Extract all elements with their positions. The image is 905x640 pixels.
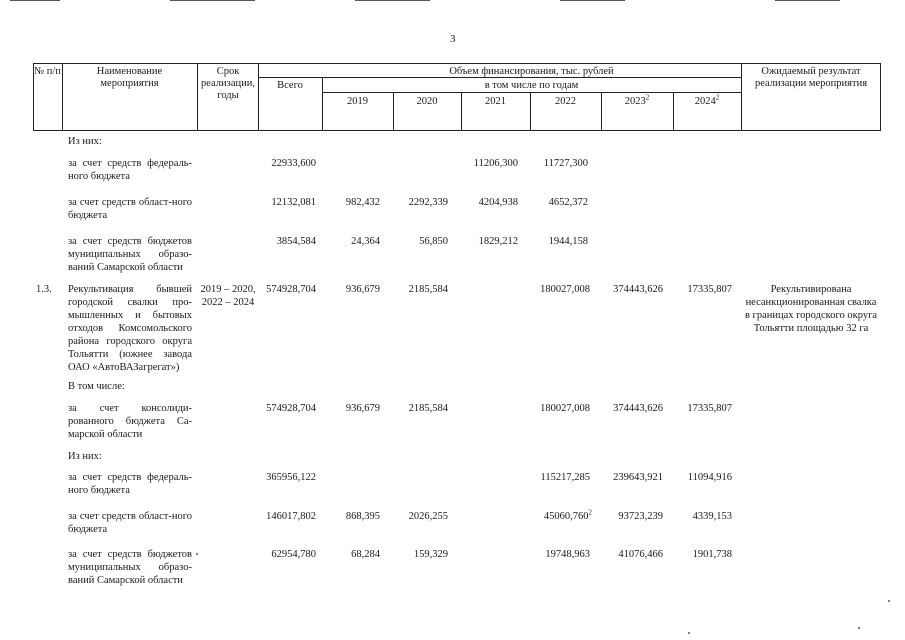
item-expected-result: Рекультивирована несанкционированная свалка в границах городского округа Тольятти площадью 32 га [744, 284, 878, 334]
cell-2022: 115217,285 [540, 472, 590, 483]
label-iz-nih: Из них: [68, 451, 102, 462]
cell-2022: 180027,008 [540, 403, 590, 414]
header-total: Всего [277, 80, 303, 91]
scan-artifact-line [775, 0, 840, 1]
scan-artifact-line [10, 0, 60, 1]
scan-speck [858, 627, 860, 629]
scan-speck [888, 600, 890, 602]
row-label-regional: за счет средств област-ного бюджета [68, 197, 192, 221]
cell-2023: 93723,239 [618, 511, 663, 522]
cell-2022: 1944,158 [548, 236, 588, 247]
cell-2019: 936,679 [345, 284, 380, 295]
cell-2019: 24,364 [351, 236, 380, 247]
cell-total: 62954,780 [271, 549, 316, 560]
cell-total: 12132,081 [271, 197, 316, 208]
cell-total: 365956,122 [266, 472, 316, 483]
label-iz-nih: Из них: [68, 136, 102, 147]
cell-2022: 45060,760$^2$ [543, 508, 592, 522]
header-incl-years: в том числе по годам [484, 80, 579, 91]
scan-artifact-line [560, 0, 625, 1]
header-funding: Объем финансирования, тыс. рублей [449, 66, 614, 77]
cell-2022: 180027,008 [540, 284, 590, 295]
header-year-2019: 2019 [347, 96, 368, 107]
cell-2024: 17335,807 [687, 403, 732, 414]
cell-2019: 868,395 [345, 511, 380, 522]
cell-total: 146017,802 [266, 511, 316, 522]
cell-2024: 4339,153 [692, 511, 732, 522]
cell-2019: 68,284 [351, 549, 380, 560]
cell-2019: 936,679 [345, 403, 380, 414]
header-result: Ожидаемый результат реализации мероприятия [754, 66, 868, 89]
cell-total: 574928,704 [266, 403, 316, 414]
row-label-consolidated: за счет консолиди-рованного бюджета Са-марской области [68, 403, 192, 440]
header-year-2023: 2023$^2$ [624, 93, 650, 107]
cell-total: 22933,600 [271, 158, 316, 169]
cell-2019: 982,432 [345, 197, 380, 208]
header-period: Срок реализации, годы [201, 66, 255, 101]
cell-2022: 19748,963 [545, 549, 590, 560]
label-v-tom-chisle: В том числе: [68, 381, 125, 392]
cell-2020: 2185,584 [408, 284, 448, 295]
header-year-2022: 2022 [555, 96, 576, 107]
header-year-2024: 2024$^2$ [694, 93, 720, 107]
cell-2023: 374443,626 [613, 403, 663, 414]
footnote-mark: 2 [588, 508, 592, 517]
cell-2020: 159,329 [413, 549, 448, 560]
header-year-2020: 2020 [416, 96, 438, 107]
row-label-municipal: за счет средств бюджетов муниципальных образо-ваний Самарской области [68, 549, 192, 586]
cell-2022: 11727,300 [543, 158, 588, 169]
row-label-federal: за счет средств федераль-ного бюджета [68, 472, 192, 496]
item-period: 2019 – 2020, 2022 – 2024 [200, 284, 256, 308]
cell-2020: 2292,339 [408, 197, 448, 208]
cell-2021: 4204,938 [478, 197, 518, 208]
cell-2023: 239643,921 [613, 472, 663, 483]
footnote-mark: 2 [645, 93, 650, 102]
header-year-2021: 2021 [485, 96, 506, 107]
cell-2020: 2026,255 [408, 511, 448, 522]
page-number: 3 [450, 33, 456, 45]
item-number: 1.3. [36, 284, 52, 295]
scan-speck [196, 553, 198, 555]
scan-speck [688, 632, 690, 634]
cell-total: 574928,704 [266, 284, 316, 295]
header-num: № п/п [34, 66, 61, 77]
cell-2023: 374443,626 [613, 284, 663, 295]
cell-2024: 11094,916 [687, 472, 732, 483]
footnote-mark: 2 [715, 93, 720, 102]
cell-total: 3854,584 [276, 236, 316, 247]
row-label-regional: за счет средств област-ного бюджета [68, 511, 192, 535]
cell-2024: 17335,807 [687, 284, 732, 295]
header-name: Наименование мероприятия [96, 66, 163, 89]
cell-2020: 56,850 [419, 236, 448, 247]
cell-2022: 4652,372 [548, 197, 588, 208]
cell-2021: 1829,212 [478, 236, 518, 247]
cell-2023: 41076,466 [618, 549, 663, 560]
row-label-federal: за счет средств федераль-ного бюджета [68, 158, 192, 182]
scan-artifact-line [170, 0, 255, 1]
scan-artifact-line [355, 0, 430, 1]
cell-2020: 2185,584 [408, 403, 448, 414]
cell-2024: 1901,738 [692, 549, 732, 560]
cell-2021: 11206,300 [473, 158, 518, 169]
item-name: Рекультивация бывшей городской свалки про-мышленных и бытовых отходов Комсомольского района городского округа Тольятти (южнее завода ОАО «АвтоВАЗагрегат») [68, 284, 192, 373]
row-label-municipal: за счет средств бюджетов муниципальных образо-ваний Самарской области [68, 236, 192, 273]
